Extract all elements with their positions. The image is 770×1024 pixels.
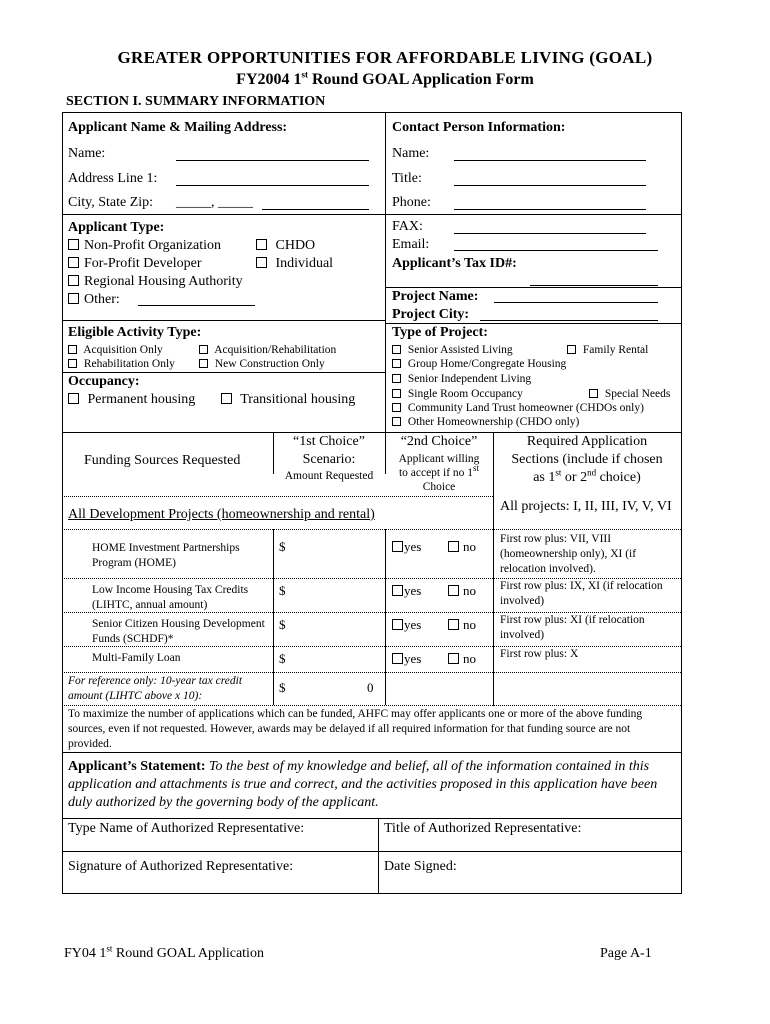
ptype-clt[interactable]: Community Land Trust homeowner (CHDOs only) bbox=[392, 402, 644, 414]
contact-name-label: Name: bbox=[392, 146, 430, 161]
checkbox-icon[interactable] bbox=[68, 293, 79, 304]
contact-title-label: Title: bbox=[392, 171, 422, 186]
activity-heading: Eligible Activity Type: bbox=[68, 325, 202, 340]
col1-line2: Scenario: bbox=[302, 452, 356, 467]
divider bbox=[62, 705, 681, 706]
applicant-heading: Applicant Name & Mailing Address: bbox=[68, 120, 288, 135]
city-label: City, State Zip: bbox=[68, 195, 154, 210]
col3-line1: Required Application bbox=[526, 434, 648, 449]
zip-field[interactable] bbox=[262, 209, 369, 210]
checkbox-icon[interactable] bbox=[392, 585, 403, 596]
date-signed-label: Date Signed: bbox=[384, 859, 457, 874]
type-forprofit[interactable]: For-Profit Developer bbox=[68, 256, 202, 272]
signature-label: Signature of Authorized Representative: bbox=[68, 859, 294, 874]
reference-value: 0 bbox=[367, 680, 374, 695]
ptype-group-home[interactable]: Group Home/Congregate Housing bbox=[392, 358, 566, 370]
contact-phone-label: Phone: bbox=[392, 195, 431, 210]
page-number: Page A-1 bbox=[600, 946, 652, 961]
type-other[interactable]: Other: bbox=[68, 292, 120, 308]
applicant-statement: Applicant’s Statement: To the best of my knowledge and belief, all of the information contained in this application and attachments is true and correct, and the activities proposed in this application have been duly authorized by the governing body of the applicant. bbox=[68, 759, 658, 810]
address-field[interactable] bbox=[176, 185, 369, 186]
checkbox-icon[interactable] bbox=[448, 619, 459, 630]
checkbox-icon[interactable] bbox=[567, 345, 576, 354]
checkbox-icon[interactable] bbox=[68, 359, 77, 368]
address-label: Address Line 1: bbox=[68, 171, 158, 186]
contact-heading: Contact Person Information: bbox=[392, 120, 566, 135]
divider bbox=[273, 529, 274, 705]
type-chdo[interactable]: CHDO bbox=[256, 238, 315, 254]
applicant-name-field[interactable] bbox=[176, 160, 369, 161]
ptype-special-needs[interactable]: Special Needs bbox=[589, 388, 670, 400]
row-schdf-req: First row plus: XI (if relocation involved) bbox=[500, 614, 645, 641]
frame-left bbox=[62, 112, 63, 894]
checkbox-icon[interactable] bbox=[589, 389, 598, 398]
contact-email-field[interactable] bbox=[454, 250, 658, 251]
ptype-other-homeownership[interactable]: Other Homeownership (CHDO only) bbox=[392, 416, 579, 428]
checkbox-icon[interactable] bbox=[392, 653, 403, 664]
checkbox-icon[interactable] bbox=[68, 393, 79, 404]
divider bbox=[62, 432, 682, 433]
row-schdf-name: Senior Citizen Housing Development Funds (SCHDF)* bbox=[92, 618, 265, 645]
type-regional[interactable]: Regional Housing Authority bbox=[68, 274, 243, 290]
checkbox-icon[interactable] bbox=[392, 374, 401, 383]
applicant-type-heading: Applicant Type: bbox=[68, 220, 165, 235]
footer-left: FY04 1st Round GOAL Application bbox=[64, 943, 264, 961]
row-home-yes[interactable]: yes bbox=[392, 539, 421, 555]
col2-line3: to accept if no 1st bbox=[398, 463, 480, 479]
row-schdf-amount[interactable]: $ bbox=[279, 617, 286, 632]
all-dev-label: All Development Projects (homeownership and rental) bbox=[68, 507, 375, 522]
col1-line1: “1st Choice” bbox=[293, 434, 365, 449]
divider bbox=[62, 752, 682, 753]
divider bbox=[385, 287, 681, 288]
row-lihtc-no[interactable]: no bbox=[448, 583, 476, 599]
row-lihtc-req: First row plus: IX, XI (if relocation involved) bbox=[500, 580, 663, 607]
activity-rehab[interactable]: Rehabilitation Only bbox=[68, 358, 175, 370]
ptype-sro[interactable]: Single Room Occupancy bbox=[392, 388, 523, 400]
tax-id-field[interactable] bbox=[530, 285, 658, 286]
checkbox-icon[interactable] bbox=[392, 389, 401, 398]
frame-right bbox=[681, 112, 682, 894]
type-individual[interactable]: Individual bbox=[256, 256, 333, 272]
checkbox-icon[interactable] bbox=[68, 345, 77, 354]
checkbox-icon[interactable] bbox=[392, 619, 403, 630]
applicant-name-label: Name: bbox=[68, 146, 106, 161]
divider bbox=[385, 214, 681, 215]
row-schdf-no[interactable]: no bbox=[448, 617, 476, 633]
divider bbox=[62, 214, 385, 215]
divider bbox=[62, 529, 681, 530]
funding-note: To maximize the number of applications which can be funded, AHFC may offer applicants one or more of the above funding sources, even if not requested. However, awards may be delayed if all required information for that funding source are not provided. bbox=[68, 708, 643, 750]
checkbox-icon[interactable] bbox=[199, 345, 208, 354]
col2-line2: Applicant willing bbox=[398, 453, 480, 465]
divider bbox=[62, 646, 681, 647]
row-lihtc-amount[interactable]: $ bbox=[279, 583, 286, 598]
divider bbox=[62, 672, 681, 673]
row-lihtc-yes[interactable]: yes bbox=[392, 583, 421, 599]
ptype-senior-indep[interactable]: Senior Independent Living bbox=[392, 373, 531, 385]
row-mfl-no[interactable]: no bbox=[448, 651, 476, 667]
checkbox-icon[interactable] bbox=[392, 345, 401, 354]
ptype-family-rental[interactable]: Family Rental bbox=[567, 344, 648, 356]
section-heading: SECTION I. SUMMARY INFORMATION bbox=[66, 94, 326, 109]
contact-title-field[interactable] bbox=[454, 185, 646, 186]
contact-phone-field[interactable] bbox=[454, 209, 646, 210]
project-type-heading: Type of Project: bbox=[392, 325, 488, 340]
checkbox-icon[interactable] bbox=[256, 239, 267, 250]
col2-line4: Choice bbox=[422, 481, 456, 493]
col2-line1: “2nd Choice” bbox=[400, 434, 478, 449]
checkbox-icon[interactable] bbox=[448, 653, 459, 664]
activity-acq[interactable]: Acquisition Only bbox=[68, 344, 163, 356]
city-blank[interactable]: _____, _____ bbox=[176, 195, 253, 210]
occupancy-permanent[interactable]: Permanent housing bbox=[68, 392, 195, 408]
row-schdf-yes[interactable]: yes bbox=[392, 617, 421, 633]
project-city-field[interactable] bbox=[480, 320, 658, 321]
contact-fax-label: FAX: bbox=[392, 219, 423, 234]
contact-name-field[interactable] bbox=[454, 160, 646, 161]
row-home-req: First row plus: VII, VIII (homeownership only), XI (if relocation involved). bbox=[500, 533, 637, 575]
activity-newcon[interactable]: New Construction Only bbox=[199, 358, 325, 370]
row-mfl-yes[interactable]: yes bbox=[392, 651, 421, 667]
divider bbox=[385, 323, 681, 324]
project-name-field[interactable] bbox=[494, 302, 658, 303]
row-home-no[interactable]: no bbox=[448, 539, 476, 555]
checkbox-icon[interactable] bbox=[221, 393, 232, 404]
tax-id-label: Applicant’s Tax ID#: bbox=[392, 256, 517, 271]
checkbox-icon[interactable] bbox=[199, 359, 208, 368]
checkbox-icon[interactable] bbox=[68, 257, 79, 268]
form-subtitle: FY2004 1st Round GOAL Application Form bbox=[236, 69, 534, 88]
checkbox-icon[interactable] bbox=[256, 257, 267, 268]
checkbox-icon[interactable] bbox=[392, 403, 401, 412]
checkbox-icon[interactable] bbox=[448, 585, 459, 596]
form-title: GREATER OPPORTUNITIES FOR AFFORDABLE LIVING (GOAL) bbox=[117, 48, 653, 67]
col3-line2: Sections (include if chosen bbox=[511, 452, 663, 467]
checkbox-icon[interactable] bbox=[448, 541, 459, 552]
row-home-name: HOME Investment Partnerships Program (HOME) bbox=[92, 542, 240, 569]
col3-line3: as 1st or 2nd choice) bbox=[533, 467, 641, 485]
checkbox-icon[interactable] bbox=[68, 239, 79, 250]
checkbox-icon[interactable] bbox=[392, 359, 401, 368]
project-name-label: Project Name: bbox=[392, 289, 479, 304]
type-name-label: Type Name of Authorized Representative: bbox=[68, 821, 305, 836]
reference-dollar: $ bbox=[279, 680, 286, 695]
project-city-label: Project City: bbox=[392, 307, 470, 322]
contact-fax-field[interactable] bbox=[454, 233, 646, 234]
checkbox-icon[interactable] bbox=[392, 541, 403, 552]
activity-acq-rehab[interactable]: Acquisition/Rehabilitation bbox=[199, 344, 336, 356]
row-mfl-name: Multi-Family Loan bbox=[92, 652, 181, 664]
funding-heading: Funding Sources Requested bbox=[84, 453, 241, 468]
col1-line3: Amount Requested bbox=[284, 470, 374, 482]
divider bbox=[62, 818, 682, 819]
checkbox-icon[interactable] bbox=[68, 275, 79, 286]
upper-divider bbox=[385, 112, 386, 432]
divider bbox=[62, 496, 493, 497]
row-home-amount[interactable]: $ bbox=[279, 539, 286, 554]
divider bbox=[62, 851, 682, 852]
occupancy-transitional[interactable]: Transitional housing bbox=[221, 392, 355, 408]
checkbox-icon[interactable] bbox=[392, 417, 401, 426]
frame-top bbox=[62, 112, 682, 113]
occupancy-heading: Occupancy: bbox=[68, 374, 140, 389]
all-projects-req: All projects: I, II, III, IV, V, VI bbox=[500, 499, 672, 514]
type-nonprofit[interactable]: Non-Profit Organization bbox=[68, 238, 221, 254]
other-field[interactable] bbox=[138, 305, 255, 306]
divider bbox=[62, 320, 385, 321]
title-rep-label: Title of Authorized Representative: bbox=[384, 821, 582, 836]
divider bbox=[378, 818, 379, 894]
contact-email-label: Email: bbox=[392, 237, 430, 252]
ptype-senior-assisted[interactable]: Senior Assisted Living bbox=[392, 344, 513, 356]
row-lihtc-name: Low Income Housing Tax Credits (LIHTC, annual amount) bbox=[92, 584, 249, 611]
reference-label: For reference only: 10-year tax credit amount (LIHTC above x 10): bbox=[68, 675, 243, 702]
row-mfl-req: First row plus: X bbox=[500, 648, 579, 660]
divider bbox=[62, 372, 385, 373]
row-mfl-amount[interactable]: $ bbox=[279, 651, 286, 666]
divider bbox=[385, 529, 386, 705]
frame-bottom bbox=[62, 893, 682, 894]
